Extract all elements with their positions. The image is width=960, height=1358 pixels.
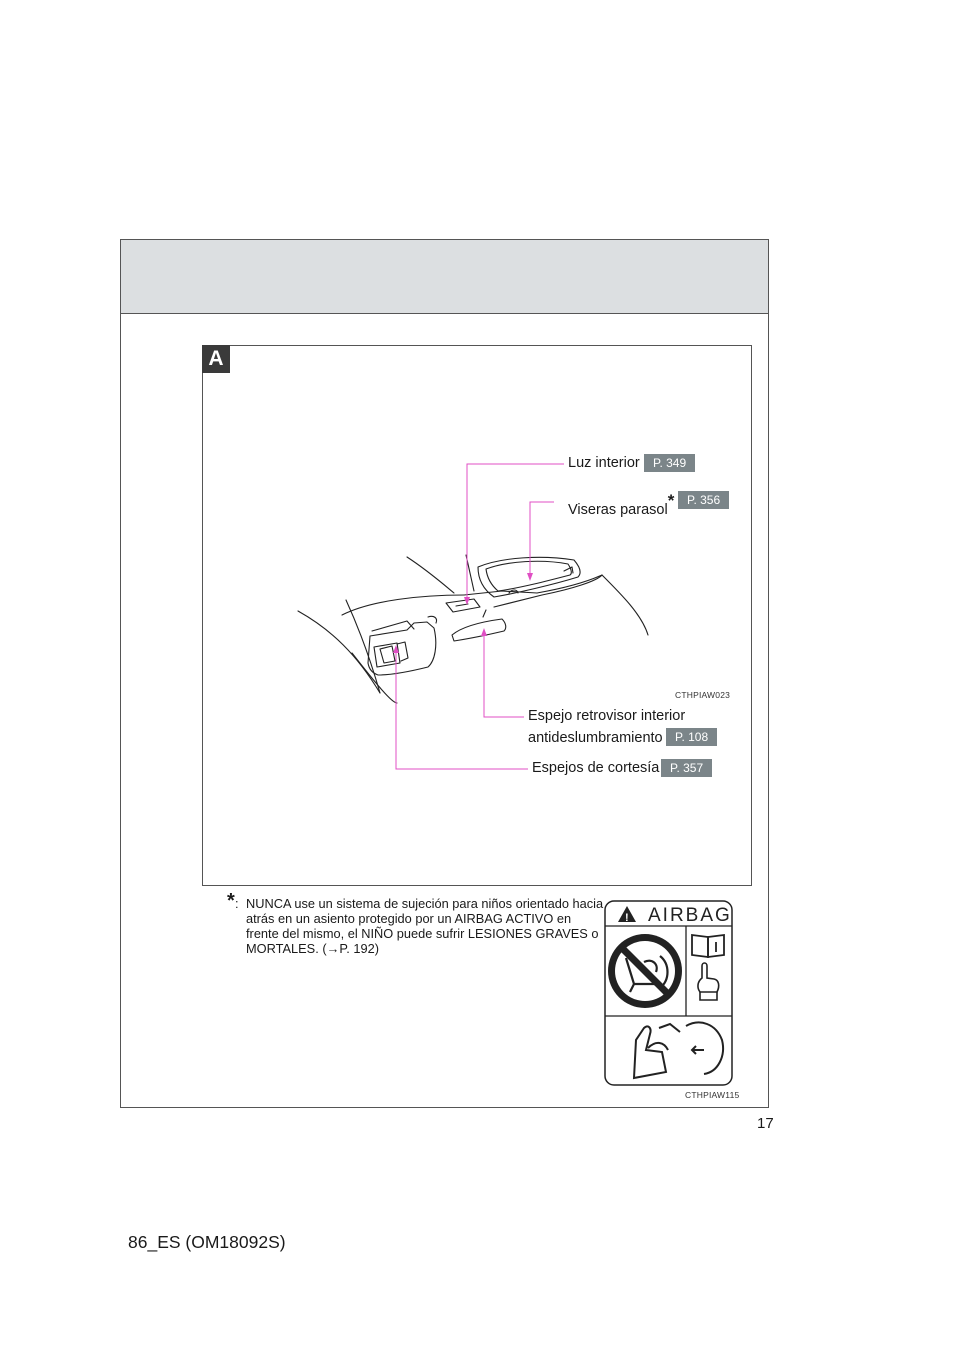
label-luz-interior (568, 455, 640, 471)
label-viseras-star: * (667, 491, 675, 510)
header-band (121, 240, 768, 314)
illustration-code-interior: CTHPIAW023 (675, 690, 731, 700)
illustration-code-airbag: CTHPIAW115 (685, 1090, 740, 1100)
label-viseras-parasol (568, 493, 674, 518)
note-text: NUNCA use un sistema de sujeción para niños orientado hacia atrás en un asiento protegido por un AIRBAG ACTIVO en frente del mismo, el NIÑO puede sufrir LESIONES GRAVES o MORTALES. (→P. 192) (246, 896, 604, 956)
note-colon: : (235, 896, 239, 911)
leader-espejo (484, 630, 524, 717)
ref-badge-espejo: P. 108 (666, 728, 717, 746)
leader-viseras (530, 502, 554, 579)
warning-exclaim: ! (625, 912, 629, 924)
leader-luz-interior (467, 464, 564, 603)
label-espejo-line2: antideslumbramiento (528, 730, 663, 746)
note-star: * (227, 890, 235, 912)
no-rear-facing-seat-icon (608, 934, 682, 1008)
label-espejo-line1: Espejo retrovisor interior (528, 708, 686, 724)
panel-tag: A (202, 345, 230, 373)
label-viseras-text: Viseras parasol (568, 501, 668, 518)
ref-badge-luz-interior: P. 349 (644, 454, 695, 472)
document-code: 86_ES (OM18092S) (128, 1232, 286, 1252)
label-luz-interior-text: Luz interior (568, 455, 640, 471)
leader-lines (202, 345, 752, 886)
page-number: 17 (757, 1115, 774, 1132)
illustration-panel (202, 345, 752, 886)
airbag-word: AIRBAG (648, 905, 732, 926)
airbag-note (235, 896, 606, 956)
ref-badge-cortesia: P. 357 (661, 759, 712, 777)
leader-cortesia (396, 647, 528, 769)
page-frame (120, 239, 769, 1108)
airbag-warning-label (604, 900, 733, 1086)
ref-badge-viseras: P. 356 (678, 491, 729, 509)
label-espejos-cortesia: Espejos de cortesía (532, 760, 660, 776)
